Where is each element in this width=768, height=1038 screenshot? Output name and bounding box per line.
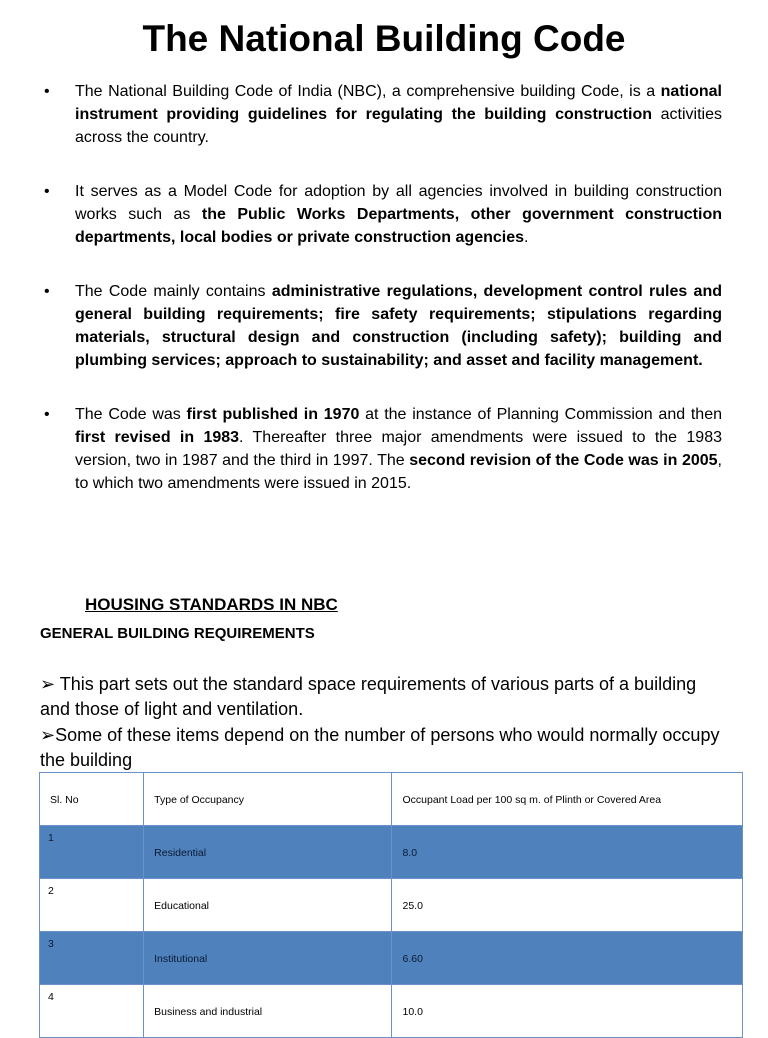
occupant-load: 6.60 (402, 953, 423, 965)
table-row (40, 879, 743, 932)
bullet-list (44, 80, 722, 526)
paragraph-persons: ➢Some of these items depend on the number of persons who would normally occupy the building (40, 725, 720, 770)
bullet-plain-text: The Code mainly contains (75, 283, 272, 300)
occupancy-type: Business and industrial (154, 1006, 263, 1018)
bullet-text (75, 80, 722, 149)
bullet-item (44, 180, 722, 249)
bullet-item (44, 403, 722, 495)
bullet-bold-text: administrative regulations, development control rules and general building requirements; fire safety requirements; stipulations regarding materials, structural design and construction (including safety); building and plumbing services; approach to sustainability; and asset and facility management. (75, 283, 723, 369)
row-number: 2 (48, 885, 54, 897)
bullet-bold-text: first published in 1970 (186, 406, 360, 423)
occupancy-table (39, 772, 743, 1038)
table-header-row (40, 773, 743, 826)
header-type: Type of Occupancy (154, 794, 245, 806)
bullet-plain-text: at the instance of Planning Commission and then (359, 406, 723, 423)
header-cell (40, 773, 144, 826)
occupant-load: 8.0 (402, 847, 418, 859)
occupancy-type: Institutional (154, 953, 208, 965)
page-title: The National Building Code (142, 18, 626, 59)
bullet-bold-text: national instrument providing guidelines for regulating the building construction (75, 83, 722, 123)
section-title: HOUSING STANDARDS IN NBC (85, 595, 338, 614)
occupant-load: 25.0 (402, 900, 423, 912)
table-row (40, 826, 743, 879)
bullet-item (44, 80, 722, 149)
table-row (40, 985, 743, 1038)
header-load: Occupant Load per 100 sq m. of Plinth or Covered Area (402, 794, 662, 806)
paragraph-space-requirements: ➢ This part sets out the standard space requirements of various parts of a building and those of light and ventilation. (40, 674, 697, 719)
bullet-plain-text: The Code was (75, 406, 187, 423)
row-number: 1 (48, 832, 54, 844)
bullet-plain-text: . (524, 229, 529, 246)
bullet-plain-text: , to which two amendments were issued in 2015. (75, 452, 722, 492)
header-cell (144, 773, 392, 826)
bullet-text (75, 180, 722, 249)
row-number: 3 (48, 938, 54, 950)
occupant-load: 10.0 (402, 1006, 423, 1018)
bullet-plain-text: activities across the country. (75, 106, 723, 146)
bullet-plain-text: . Thereafter three major amendments were issued to the 1983 version, two in 1987 and the third in 1997. The (75, 429, 722, 469)
header-sl-no: Sl. No (50, 794, 79, 806)
bullet-item (44, 280, 722, 372)
bullet-plain-text: It serves as a Model Code for adoption by all agencies involved in building construction works such as (75, 183, 722, 223)
bullet-bold-text: second revision of the Code was in 2005 (409, 452, 718, 469)
header-cell (392, 773, 743, 826)
row-number: 4 (48, 991, 54, 1003)
occupancy-type: Residential (154, 847, 207, 859)
occupancy-type: Educational (154, 900, 210, 912)
bullet-text (75, 403, 722, 495)
section-subtitle: GENERAL BUILDING REQUIREMENTS (40, 625, 315, 642)
bullet-bold-text: the Public Works Departments, other government construction departments, local bodies or private construction agencies (75, 206, 722, 246)
table-row (40, 932, 743, 985)
bullet-bold-text: first revised in 1983 (75, 429, 240, 446)
bullet-plain-text: The National Building Code of India (NBC), a comprehensive building Code, is a (75, 83, 661, 100)
bullet-text (75, 280, 722, 372)
